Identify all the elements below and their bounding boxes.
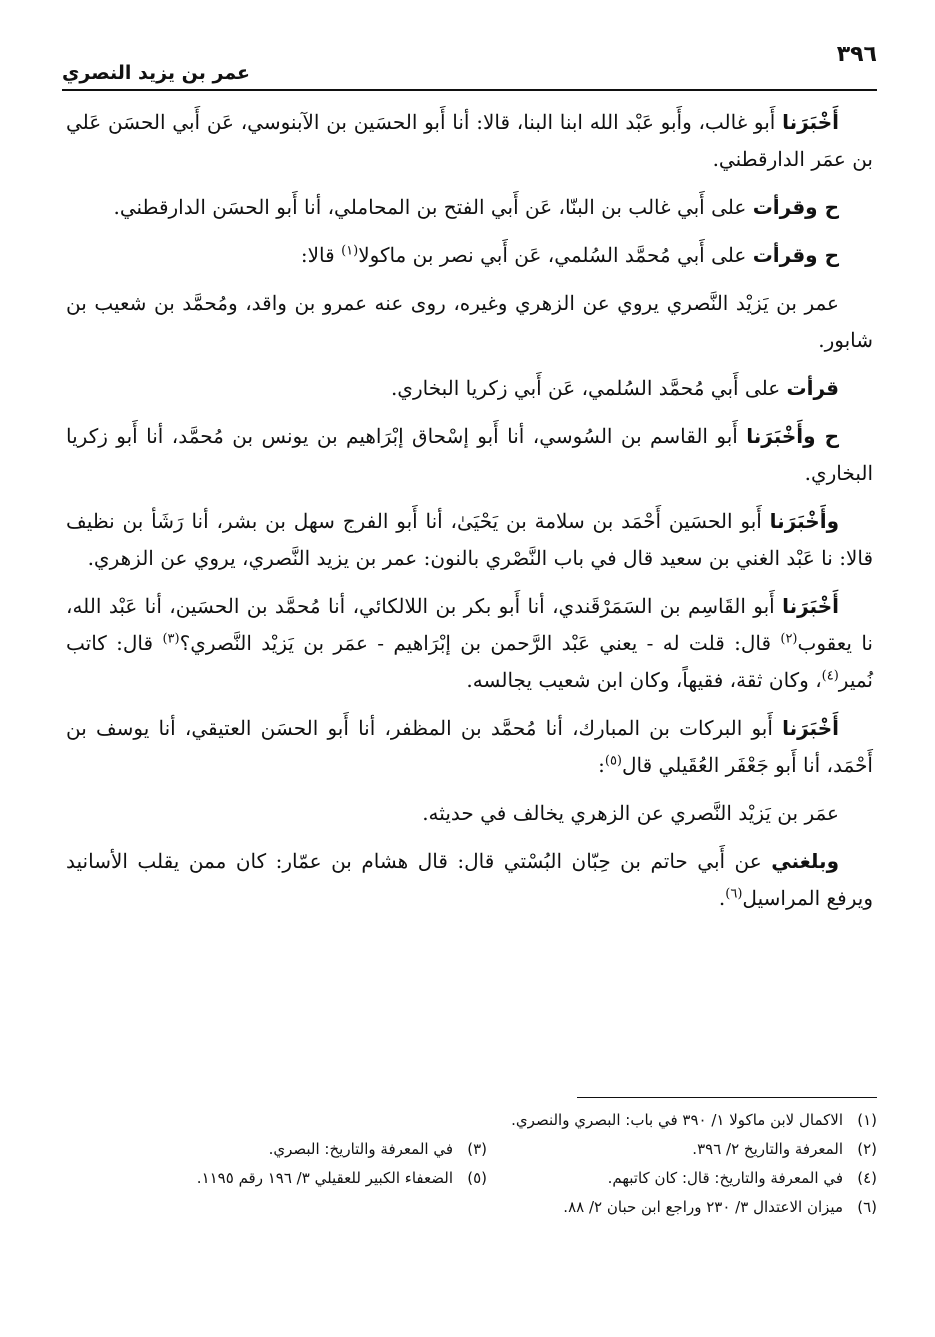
footnote-number: (٢) xyxy=(857,1140,877,1158)
footnote-text: في المعرفة والتاريخ: قال: كان كاتبهم. xyxy=(607,1169,843,1187)
footnote xyxy=(487,1164,877,1193)
paragraph-text: أَبو القاسم بن السُوسي، أنا أَبو إسْحاق إبْرَاهيم بن يونس بن مُحمَّد، أنا أَبو زكريا البخاري. xyxy=(66,424,873,485)
footnote-number: (٦) xyxy=(857,1198,877,1216)
paragraph-lead: أَخْبَرَنا xyxy=(782,110,839,134)
paragraph-text: قال: كاتب نُمير xyxy=(66,631,873,692)
paragraph xyxy=(66,588,873,699)
paragraph-text: أَبو غالب، وأَبو عَبْد الله ابنا البنا، قالا: أنا أَبو الحسَين بن الآبنوسي، عَن أَبي الحسَن عَلي بن عمَر الدارقطني. xyxy=(66,110,873,171)
footnote-row xyxy=(66,1106,877,1135)
footnote-text: ميزان الاعتدال ٣/ ٢٣٠ وراجع ابن حبان ٢/ ٨٨. xyxy=(563,1198,843,1216)
footnote-row xyxy=(66,1135,877,1164)
paragraph-lead: ح وقرأت xyxy=(752,243,839,267)
paragraph-text: . xyxy=(718,886,726,910)
paragraph xyxy=(66,189,873,226)
paragraph xyxy=(66,710,873,784)
footnote-number: (٣) xyxy=(467,1140,487,1158)
footnote-number: (٤) xyxy=(857,1169,877,1187)
footnote xyxy=(269,1135,487,1164)
header-title: عمر بن يزيد النصري xyxy=(62,62,251,84)
paragraph-lead: ح وقرأت xyxy=(752,195,839,219)
paragraph-lead: وبلغني xyxy=(771,849,839,873)
footnote xyxy=(487,1135,877,1164)
paragraph-lead: قرأت xyxy=(786,376,839,400)
footnote xyxy=(563,1193,877,1222)
paragraph-text: على أَبي مُحمَّد السُلمي، عَن أَبي نصر بن ماكولا xyxy=(358,243,753,267)
paragraph-lead: أَخْبَرَنا xyxy=(782,594,839,618)
paragraph-lead: ح وأَخْبَرَنا xyxy=(746,424,839,448)
paragraph xyxy=(66,418,873,492)
paragraph xyxy=(66,104,873,178)
paragraph xyxy=(66,370,873,407)
paragraph-text: : xyxy=(598,753,605,777)
paragraph-lead: أَخْبَرَنا xyxy=(782,716,839,740)
footnote-text: الضعفاء الكبير للعقيلي ٣/ ١٩٦ رقم ١١٩٥. xyxy=(196,1169,453,1187)
paragraph-text: أَبو البركات بن المبارك، أنا مُحمَّد بن المظفر، أنا أَبو الحسَن العتيقي، أنا يوسف بن أَحْمَد، أنا أَبو جَعْفَر العُقَيلي قال xyxy=(66,716,873,777)
paragraph xyxy=(66,237,873,274)
footnote-marker[interactable]: (٦) xyxy=(725,886,743,902)
running-head xyxy=(62,42,877,88)
paragraph xyxy=(66,285,873,359)
body-text xyxy=(66,104,873,928)
footnote xyxy=(197,1164,487,1193)
paragraph-text: عمَر بن يَزيْد النَّصري عن الزهري يخالف في حديثه. xyxy=(422,801,839,825)
footnote-text: في المعرفة والتاريخ: البصري. xyxy=(268,1140,453,1158)
footnote-marker[interactable]: (٣) xyxy=(162,631,180,647)
footnote-marker[interactable]: (٤) xyxy=(821,668,839,684)
paragraph-text: قالا: xyxy=(300,243,342,267)
footnote-number: (٥) xyxy=(467,1169,487,1187)
header-divider xyxy=(62,89,877,91)
footnotes xyxy=(66,1106,877,1222)
paragraph-text: عمر بن يَزيْد النَّصري يروي عن الزهري وغيره، روى عنه عمرو بن واقد، ومُحمَّد بن شعيب بن شابور. xyxy=(66,291,873,352)
paragraph-text: عن أَبي حاتم بن حِبّان البُسْتي قال: قال هشام بن عمّار: كان ممن يقلب الأسانيد ويرفع المراسيل xyxy=(66,849,873,910)
paragraph xyxy=(66,795,873,832)
footnote xyxy=(511,1106,877,1135)
footnote-text: المعرفة والتاريخ ٢/ ٣٩٦. xyxy=(692,1140,843,1158)
paragraph xyxy=(66,503,873,577)
paragraph-lead: وأَخْبَرَنا xyxy=(769,509,839,533)
footnote-marker[interactable]: (١) xyxy=(341,243,359,259)
footnote-text: الاكمال لابن ماكولا ١/ ٣٩٠ في باب: البصري والنصري. xyxy=(511,1111,843,1129)
footnote-marker[interactable]: (٢) xyxy=(780,631,798,647)
footnote-row xyxy=(66,1193,877,1222)
footnote-divider xyxy=(577,1097,877,1098)
paragraph-text: ، وكان ثقة، فقيهاً، وكان ابن شعيب يجالسه. xyxy=(466,668,822,692)
page-number: ٣٩٦ xyxy=(836,42,877,67)
paragraph-text: على أَبي مُحمَّد السُلمي، عَن أَبي زكريا البخاري. xyxy=(390,376,787,400)
footnote-row xyxy=(66,1164,877,1193)
paragraph-text: على أَبي غالب بن البنّا، عَن أَبي الفتح بن المحاملي، أنا أَبو الحسَن الدارقطني. xyxy=(113,195,753,219)
paragraph-text: أَبو القَاسِم بن السَمَرْقَندي، أنا أَبو بكر بن اللالكائي، أنا مُحمَّد بن الحسَين، أنا عَبْد الله، نا يعقوب xyxy=(66,594,873,655)
paragraph-text: أَبو الحسَين أَحْمَد بن سلامة بن يَحْيَىٰ، أنا أَبو الفرج سهل بن بشر، أنا رَشَأ بن نظيف قالا: نا عَبْد الغني بن سعيد قال في باب النَّصْري بالنون: عمر بن يزيد النَّصري، يروي عن الزهري. xyxy=(66,509,873,570)
paragraph-text: قال: قلت له - يعني عَبْد الرَّحمن بن إبْرَاهيم - عمَر بن يَزيْد النَّصري؟ xyxy=(179,631,781,655)
paragraph xyxy=(66,843,873,917)
footnote-marker[interactable]: (٥) xyxy=(604,753,622,769)
footnote-number: (١) xyxy=(857,1111,877,1129)
